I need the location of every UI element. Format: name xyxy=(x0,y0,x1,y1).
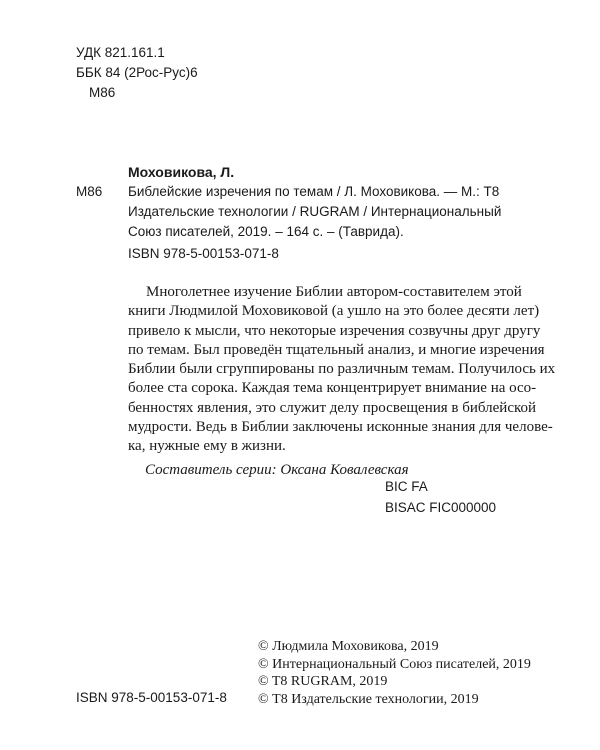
classification-block xyxy=(76,43,198,103)
bic-code: BIC FA xyxy=(385,479,428,494)
copyright-line: © Интернациональный Союз писателей, 2019 xyxy=(258,656,531,672)
annotation-line: Библии были сгруппированы по различным темам. Получилось их xyxy=(128,361,556,378)
annotation-line: мудрости. Ведь в Библии заключены исконные знания для челове- xyxy=(128,419,553,436)
record-author-sign: М86 xyxy=(76,184,103,199)
bisac-code: BISAC FIC000000 xyxy=(385,500,497,515)
annotation-line: бенностях явления, это служит делу просвещения в библейской xyxy=(128,399,537,416)
series-compiler: Составитель серии: Оксана Ковалевская xyxy=(145,462,409,478)
annotation-paragraph xyxy=(128,283,556,457)
annotation-line: Многолетнее изучение Библии автором-составителем этой xyxy=(146,284,522,300)
annotation-line: по темам. Был проведён тщательный анализ, и многие изречения xyxy=(128,341,545,358)
annotation-line: более ста сорока. Каждая тема концентрирует внимание на осо- xyxy=(128,380,537,397)
copyright-block xyxy=(258,638,531,708)
author-sign: М86 xyxy=(89,85,116,100)
annotation-line: ка, нужные ему в жизни. xyxy=(128,438,286,455)
record-isbn: ISBN 978-5-00153-071-8 xyxy=(128,246,279,261)
description-line: Библейские изречения по темам / Л. Моховикова. — М.: Т8 xyxy=(128,184,500,199)
description-line: Издательские технологии / RUGRAM / Интернациональный xyxy=(128,204,502,219)
annotation-line: книги Людмилой Моховиковой (а ушло на это более десяти лет) xyxy=(128,303,540,320)
bibliographic-description xyxy=(128,182,502,242)
copyright-line: © Людмила Моховикова, 2019 xyxy=(258,639,439,654)
bbk-code: ББК 84 (2Рос-Рус)6 xyxy=(76,65,198,80)
author-heading: Моховикова, Л. xyxy=(128,164,235,180)
description-line: Союз писателей, 2019. – 164 с. – (Таврида). xyxy=(128,224,404,239)
copyright-line: © T8 RUGRAM, 2019 xyxy=(258,674,388,689)
subject-codes xyxy=(385,476,496,518)
annotation-line: привело к мысли, что некоторые изречения созвучны друг другу xyxy=(128,322,541,339)
footer-isbn: ISBN 978-5-00153-071-8 xyxy=(76,690,227,705)
copyright-line: © Т8 Издательские технологии, 2019 xyxy=(258,691,479,707)
udk-code: УДК 821.161.1 xyxy=(76,45,165,60)
